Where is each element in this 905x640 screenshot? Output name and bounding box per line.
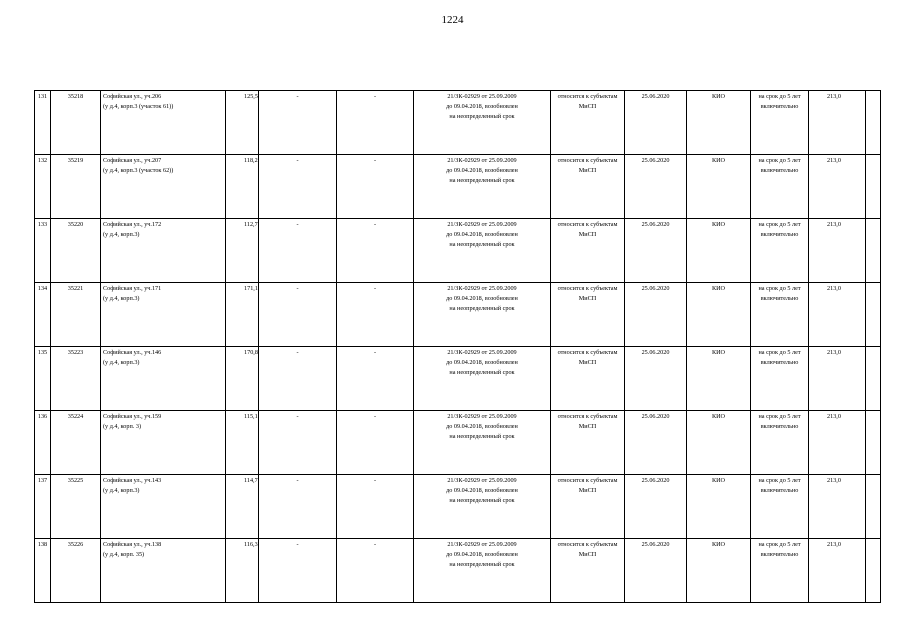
msp-status-text: относится к субъектам xyxy=(557,541,618,548)
lease-term-text: на срок до 5 лет xyxy=(758,93,801,100)
address-cell xyxy=(101,219,226,283)
msp-status-text: МиСП xyxy=(578,295,597,302)
dash-cell-1 xyxy=(259,539,337,603)
msp-status-text: относится к субъектам xyxy=(557,349,618,356)
object-code-text: 35226 xyxy=(67,541,84,548)
msp-status-text: МиСП xyxy=(578,167,597,174)
msp-status-cell xyxy=(551,283,625,347)
dash-2-text: - xyxy=(373,285,377,292)
msp-status-text: МиСП xyxy=(578,359,597,366)
row-number-cell xyxy=(35,155,51,219)
object-code-cell xyxy=(51,283,101,347)
empty-cell xyxy=(866,155,881,219)
dash-1-text: - xyxy=(296,413,299,420)
msp-status-text: МиСП xyxy=(578,231,597,238)
object-code-cell xyxy=(51,347,101,411)
msp-status-text: относится к субъектам xyxy=(557,477,618,484)
lease-term-cell xyxy=(751,219,809,283)
contract-cell xyxy=(414,91,551,155)
lease-term-cell xyxy=(751,539,809,603)
msp-status-cell xyxy=(551,155,625,219)
organization-text: КИО xyxy=(711,157,726,164)
organization-cell xyxy=(687,219,751,283)
contract-text: до 09.04.2018, возобновлен xyxy=(446,231,518,238)
area-cell xyxy=(226,283,259,347)
date-text: 25.06.2020 xyxy=(641,93,670,100)
date-cell xyxy=(625,91,687,155)
contract-text: 21/ЗК-02929 от 25.09.2009 xyxy=(447,413,517,420)
msp-status-text: относится к субъектам xyxy=(557,93,618,100)
msp-status-text: относится к субъектам xyxy=(557,285,618,292)
lease-term-cell xyxy=(751,347,809,411)
row-number-text: 132 xyxy=(37,157,48,164)
lease-term-cell xyxy=(751,91,809,155)
row-number-cell xyxy=(35,411,51,475)
dash-cell-2 xyxy=(337,283,414,347)
lease-term-cell xyxy=(751,411,809,475)
lease-term-cell xyxy=(751,155,809,219)
contract-text: 21/ЗК-02929 от 25.09.2009 xyxy=(447,93,517,100)
contract-cell xyxy=(414,475,551,539)
msp-status-text: относится к субъектам xyxy=(557,221,618,228)
area-cell xyxy=(226,411,259,475)
organization-cell xyxy=(687,475,751,539)
msp-status-cell xyxy=(551,475,625,539)
date-cell xyxy=(625,283,687,347)
rate-cell xyxy=(809,219,866,283)
lease-term-text: на срок до 5 лет xyxy=(758,221,801,228)
contract-cell xyxy=(414,411,551,475)
address-text: Софийская ул., уч.172 xyxy=(103,221,162,228)
dash-cell-1 xyxy=(259,155,337,219)
date-cell xyxy=(625,475,687,539)
organization-text: КИО xyxy=(711,349,726,356)
date-text: 25.06.2020 xyxy=(641,285,670,292)
contract-text: 21/ЗК-02929 от 25.09.2009 xyxy=(447,477,517,484)
contract-text: на неопределенный срок xyxy=(449,369,515,376)
contract-cell xyxy=(414,283,551,347)
object-code-text: 35218 xyxy=(67,93,84,100)
table-row xyxy=(35,219,881,283)
dash-2-text: - xyxy=(373,477,377,484)
dash-cell-2 xyxy=(337,155,414,219)
date-cell xyxy=(625,539,687,603)
msp-status-text: относится к субъектам xyxy=(557,413,618,420)
date-text: 25.06.2020 xyxy=(641,221,670,228)
row-number-cell xyxy=(35,91,51,155)
address-cell xyxy=(101,283,226,347)
area-text: 118,2 xyxy=(244,157,258,164)
msp-status-cell xyxy=(551,539,625,603)
dash-cell-1 xyxy=(259,219,337,283)
table-row xyxy=(35,347,881,411)
msp-status-cell xyxy=(551,219,625,283)
address-text: (у д.4, корп. 3) xyxy=(103,423,142,430)
dash-cell-2 xyxy=(337,539,414,603)
object-code-cell xyxy=(51,539,101,603)
date-cell xyxy=(625,219,687,283)
registry-table xyxy=(34,90,881,603)
date-text: 25.06.2020 xyxy=(641,157,670,164)
address-cell xyxy=(101,539,226,603)
organization-cell xyxy=(687,155,751,219)
dash-cell-1 xyxy=(259,283,337,347)
object-code-text: 35220 xyxy=(67,221,84,228)
dash-cell-1 xyxy=(259,91,337,155)
contract-text: до 09.04.2018, возобновлен xyxy=(446,167,518,174)
area-cell xyxy=(226,219,259,283)
row-number-cell xyxy=(35,283,51,347)
empty-cell xyxy=(866,283,881,347)
row-number-text: 131 xyxy=(37,93,48,100)
row-number-text: 135 xyxy=(37,349,48,356)
table-row xyxy=(35,155,881,219)
object-code-text: 35223 xyxy=(67,349,84,356)
contract-text: на неопределенный срок xyxy=(449,497,515,504)
address-text: Софийская ул., уч.171 xyxy=(103,285,162,292)
rate-text: 213,0 xyxy=(827,221,841,228)
contract-text: 21/ЗК-02929 от 25.09.2009 xyxy=(447,157,517,164)
lease-term-text: включительно xyxy=(760,295,799,302)
dash-2-text: - xyxy=(373,157,377,164)
lease-term-text: на срок до 5 лет xyxy=(758,413,801,420)
msp-status-text: МиСП xyxy=(578,551,597,558)
lease-term-text: на срок до 5 лет xyxy=(758,285,801,292)
area-cell xyxy=(226,347,259,411)
empty-cell xyxy=(866,347,881,411)
dash-cell-1 xyxy=(259,347,337,411)
date-text: 25.06.2020 xyxy=(641,413,670,420)
contract-text: на неопределенный срок xyxy=(449,433,515,440)
lease-term-text: на срок до 5 лет xyxy=(758,477,801,484)
contract-cell xyxy=(414,219,551,283)
dash-1-text: - xyxy=(296,93,299,100)
msp-status-text: относится к субъектам xyxy=(557,157,618,164)
address-text: Софийская ул., уч.159 xyxy=(103,413,162,420)
contract-text: на неопределенный срок xyxy=(449,305,515,312)
contract-text: 21/ЗК-02929 от 25.09.2009 xyxy=(447,221,517,228)
contract-cell xyxy=(414,347,551,411)
row-number-cell xyxy=(35,347,51,411)
date-text: 25.06.2020 xyxy=(641,541,670,548)
dash-1-text: - xyxy=(296,349,299,356)
object-code-cell xyxy=(51,155,101,219)
contract-text: до 09.04.2018, возобновлен xyxy=(446,359,518,366)
lease-term-text: включительно xyxy=(760,167,799,174)
lease-term-cell xyxy=(751,475,809,539)
address-cell xyxy=(101,411,226,475)
row-number-cell xyxy=(35,475,51,539)
row-number-text: 137 xyxy=(37,477,48,484)
lease-term-text: на срок до 5 лет xyxy=(758,157,801,164)
rate-cell xyxy=(809,475,866,539)
dash-2-text: - xyxy=(373,93,377,100)
area-text: 114,7 xyxy=(244,477,258,484)
dash-1-text: - xyxy=(296,285,299,292)
dash-cell-2 xyxy=(337,91,414,155)
row-number-text: 136 xyxy=(37,413,48,420)
msp-status-cell xyxy=(551,411,625,475)
lease-term-text: включительно xyxy=(760,231,799,238)
lease-term-text: включительно xyxy=(760,487,799,494)
msp-status-cell xyxy=(551,347,625,411)
dash-2-text: - xyxy=(373,541,377,548)
dash-cell-1 xyxy=(259,475,337,539)
date-cell xyxy=(625,411,687,475)
date-text: 25.06.2020 xyxy=(641,349,670,356)
row-number-cell xyxy=(35,539,51,603)
dash-1-text: - xyxy=(296,541,299,548)
rate-cell xyxy=(809,411,866,475)
lease-term-text: на срок до 5 лет xyxy=(758,541,801,548)
contract-text: 21/ЗК-02929 от 25.09.2009 xyxy=(447,541,517,548)
address-text: (у д.4, корп.3) xyxy=(103,359,140,366)
rate-text: 213,0 xyxy=(827,157,841,164)
organization-cell xyxy=(687,91,751,155)
dash-cell-2 xyxy=(337,219,414,283)
empty-cell xyxy=(866,411,881,475)
dash-cell-2 xyxy=(337,475,414,539)
address-cell xyxy=(101,347,226,411)
area-cell xyxy=(226,475,259,539)
lease-term-text: на срок до 5 лет xyxy=(758,349,801,356)
contract-text: до 09.04.2018, возобновлен xyxy=(446,551,518,558)
rate-text: 213,0 xyxy=(827,541,841,548)
table-row xyxy=(35,283,881,347)
address-text: (у д.4, корп.3) xyxy=(103,231,140,238)
organization-text: КИО xyxy=(711,93,726,100)
rate-text: 213,0 xyxy=(827,93,841,100)
address-cell xyxy=(101,475,226,539)
contract-text: 21/ЗК-02929 от 25.09.2009 xyxy=(447,285,517,292)
contract-text: 21/ЗК-02929 от 25.09.2009 xyxy=(447,349,517,356)
date-cell xyxy=(625,155,687,219)
address-text: Софийская ул., уч.146 xyxy=(103,349,162,356)
dash-1-text: - xyxy=(296,477,299,484)
lease-term-text: включительно xyxy=(760,551,799,558)
empty-cell xyxy=(866,91,881,155)
dash-1-text: - xyxy=(296,157,299,164)
area-text: 170,8 xyxy=(244,349,258,356)
organization-text: КИО xyxy=(711,285,726,292)
contract-cell xyxy=(414,155,551,219)
rate-cell xyxy=(809,91,866,155)
row-number-text: 133 xyxy=(37,221,48,228)
rate-text: 213,0 xyxy=(827,477,841,484)
organization-cell xyxy=(687,411,751,475)
date-text: 25.06.2020 xyxy=(641,477,670,484)
dash-cell-1 xyxy=(259,411,337,475)
address-text: (у д.4, корп. 35) xyxy=(103,551,145,558)
lease-term-text: включительно xyxy=(760,423,799,430)
dash-1-text: - xyxy=(296,221,299,228)
area-cell xyxy=(226,155,259,219)
organization-text: КИО xyxy=(711,477,726,484)
empty-cell xyxy=(866,219,881,283)
address-text: Софийская ул., уч.138 xyxy=(103,541,162,548)
empty-cell xyxy=(866,475,881,539)
page-number: 1224 xyxy=(441,14,464,26)
contract-text: на неопределенный срок xyxy=(449,113,515,120)
dash-2-text: - xyxy=(373,413,377,420)
object-code-text: 35221 xyxy=(67,285,84,292)
row-number-text: 134 xyxy=(37,285,48,292)
row-number-text: 138 xyxy=(37,541,48,548)
organization-text: КИО xyxy=(711,413,726,420)
contract-text: на неопределенный срок xyxy=(449,177,515,184)
organization-text: КИО xyxy=(711,541,726,548)
table-row xyxy=(35,411,881,475)
organization-text: КИО xyxy=(711,221,726,228)
table-row xyxy=(35,91,881,155)
organization-cell xyxy=(687,283,751,347)
object-code-text: 35224 xyxy=(67,413,84,420)
rate-text: 213,0 xyxy=(827,413,841,420)
dash-cell-2 xyxy=(337,347,414,411)
table-body xyxy=(35,91,881,603)
rate-cell xyxy=(809,283,866,347)
area-text: 112,7 xyxy=(244,221,258,228)
address-text: (у д.4, корп.3 (участок 61)) xyxy=(103,103,174,110)
organization-cell xyxy=(687,347,751,411)
dash-cell-2 xyxy=(337,411,414,475)
area-text: 125,5 xyxy=(244,93,258,100)
msp-status-cell xyxy=(551,91,625,155)
object-code-cell xyxy=(51,475,101,539)
dash-2-text: - xyxy=(373,349,377,356)
table-row xyxy=(35,539,881,603)
contract-text: до 09.04.2018, возобновлен xyxy=(446,103,518,110)
object-code-cell xyxy=(51,411,101,475)
rate-text: 213,0 xyxy=(827,285,841,292)
address-text: Софийская ул., уч.207 xyxy=(103,157,162,164)
msp-status-text: МиСП xyxy=(578,103,597,110)
msp-status-text: МиСП xyxy=(578,487,597,494)
msp-status-text: МиСП xyxy=(578,423,597,430)
address-text: Софийская ул., уч.143 xyxy=(103,477,162,484)
area-text: 115,1 xyxy=(244,413,258,420)
lease-term-text: включительно xyxy=(760,359,799,366)
area-text: 116,3 xyxy=(244,541,258,548)
rate-cell xyxy=(809,155,866,219)
lease-term-text: включительно xyxy=(760,103,799,110)
organization-cell xyxy=(687,539,751,603)
address-cell xyxy=(101,155,226,219)
address-text: (у д.4, корп.3) xyxy=(103,295,140,302)
address-text: Софийская ул., уч.206 xyxy=(103,93,162,100)
address-text: (у д.4, корп.3 (участок 62)) xyxy=(103,167,174,174)
rate-text: 213,0 xyxy=(827,349,841,356)
contract-text: до 09.04.2018, возобновлен xyxy=(446,295,518,302)
rate-cell xyxy=(809,347,866,411)
object-code-text: 35225 xyxy=(67,477,84,484)
address-cell xyxy=(101,91,226,155)
table-row xyxy=(35,475,881,539)
object-code-cell xyxy=(51,91,101,155)
rate-cell xyxy=(809,539,866,603)
dash-2-text: - xyxy=(373,221,377,228)
area-cell xyxy=(226,539,259,603)
area-cell xyxy=(226,91,259,155)
object-code-text: 35219 xyxy=(67,157,84,164)
contract-text: на неопределенный срок xyxy=(449,561,515,568)
contract-text: на неопределенный срок xyxy=(449,241,515,248)
contract-text: до 09.04.2018, возобновлен xyxy=(446,423,518,430)
date-cell xyxy=(625,347,687,411)
contract-text: до 09.04.2018, возобновлен xyxy=(446,487,518,494)
address-text: (у д.4, корп.3) xyxy=(103,487,140,494)
area-text: 171,1 xyxy=(244,285,258,292)
row-number-cell xyxy=(35,219,51,283)
contract-cell xyxy=(414,539,551,603)
object-code-cell xyxy=(51,219,101,283)
empty-cell xyxy=(866,539,881,603)
lease-term-cell xyxy=(751,283,809,347)
